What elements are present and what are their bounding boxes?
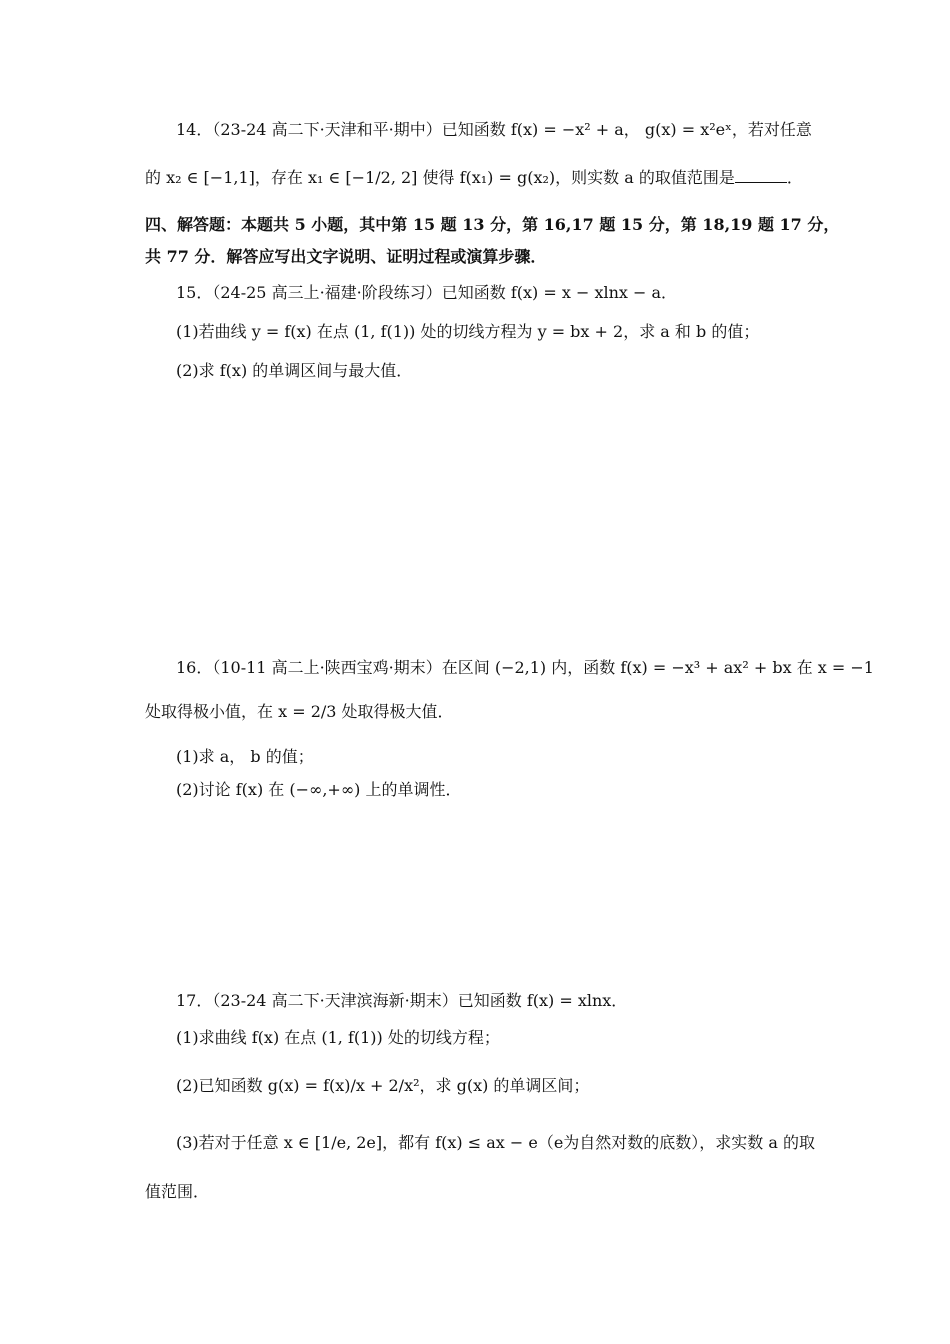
q16-part2: (2)讨论 f(x) 在 (−∞,+∞) 上的单调性． [176, 780, 462, 799]
q14-line2 [145, 167, 803, 189]
q14-line1: 14．（23-24 高二下·天津和平·期中）已知函数 f(x) = −x² + a， g(x) = x²eˣ，若对任意 [176, 120, 812, 139]
q15-part1: (1)若曲线 y = f(x) 在点 (1, f(1)) 处的切线方程为 y = bx + 2，求 a 和 b 的值； [176, 322, 760, 341]
q15-part2: (2)求 f(x) 的单调区间与最大值． [176, 361, 413, 380]
q16-line2: 处取得极小值，在 x = 2/3 处取得极大值． [145, 702, 454, 721]
q15-stem: 15．（24-25 高三上·福建·阶段练习）已知函数 f(x) = x − xlnx − a． [176, 283, 678, 302]
q16-line1: 16．（10-11 高二上·陕西宝鸡·期末）在区间 (−2,1) 内，函数 f(x) = −x³ + ax² + bx 在 x = −1 [176, 658, 874, 677]
q17-part3-line1: (3)若对于任意 x ∈ [1/e, 2e]，都有 f(x) ≤ ax − e（e为自然对数的底数），求实数 a 的取 [176, 1133, 816, 1152]
q17-part3-line2: 值范围． [145, 1182, 210, 1201]
answer-blank[interactable] [735, 168, 787, 183]
section4-heading-line1: 四、解答题：本题共 5 小题，其中第 15 题 13 分，第 16,17 题 15 分，第 18,19 题 17 分， [145, 215, 840, 234]
section4-heading-line2: 共 77 分．解答应写出文字说明、证明过程或演算步骤． [145, 247, 547, 266]
q16-part1: (1)求 a， b 的值； [176, 747, 314, 766]
q14-line2-end: ． [786, 168, 803, 187]
q17-part1: (1)求曲线 f(x) 在点 (1, f(1)) 处的切线方程； [176, 1028, 500, 1047]
q17-stem: 17．（23-24 高二下·天津滨海新·期末）已知函数 f(x) = xlnx． [176, 991, 628, 1010]
q17-part2: (2)已知函数 g(x) = f(x)/x + 2/x²，求 g(x) 的单调区间； [176, 1076, 590, 1095]
q14-line2-text: 的 x₂ ∈ [−1,1]，存在 x₁ ∈ [−1/2, 2] 使得 f(x₁) = g(x₂)，则实数 a 的取值范围是 [145, 168, 735, 187]
